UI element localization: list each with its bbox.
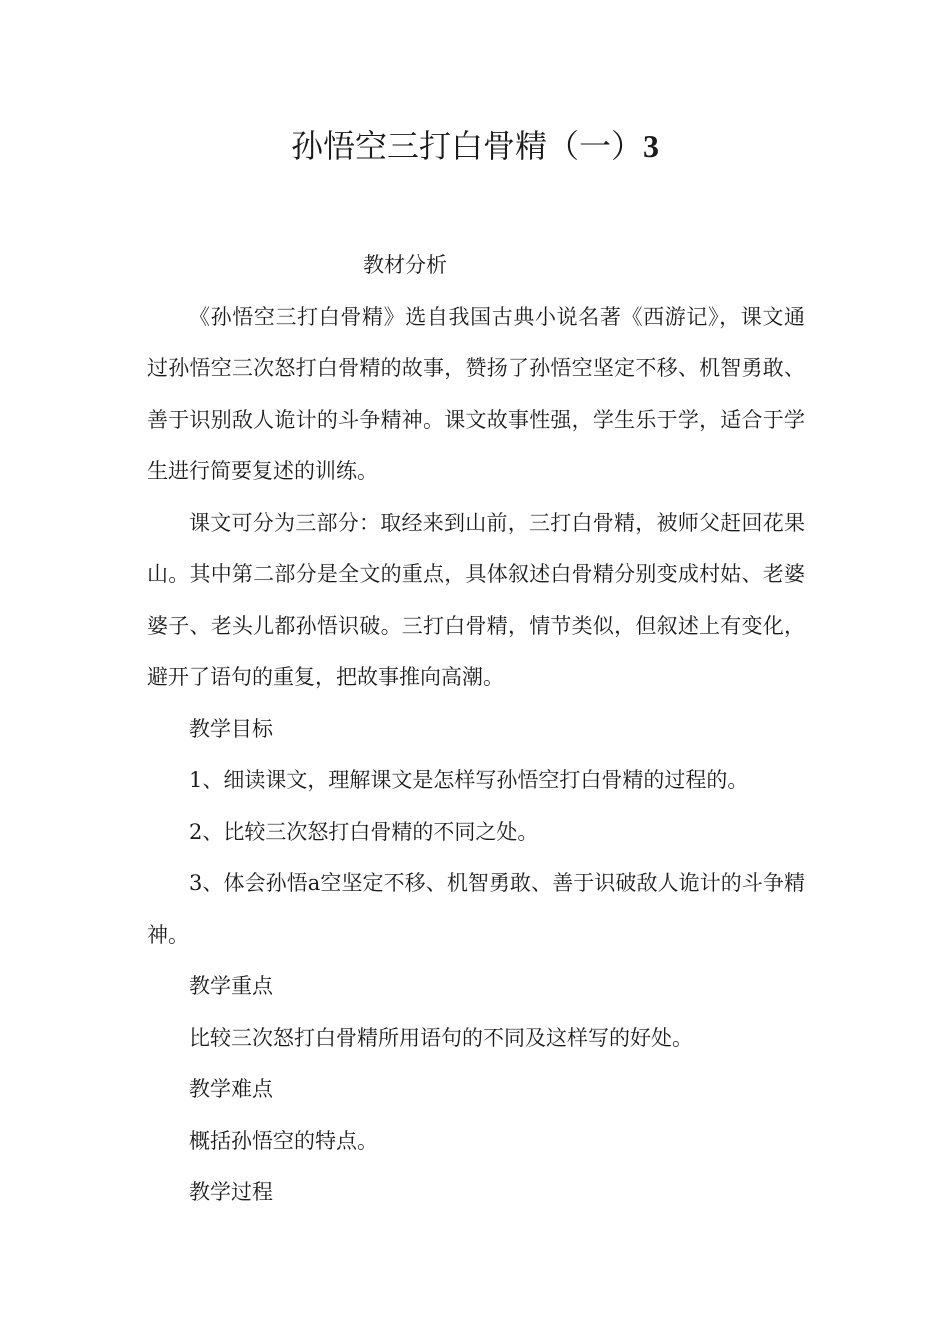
section-heading-materials-analysis: 教材分析 (363, 253, 447, 277)
section-heading-process: 教学过程 (189, 1180, 273, 1204)
goal-item-2: 2、比较三次怒打白骨精的不同之处。 (189, 819, 539, 844)
section-heading-goals: 教学目标 (189, 716, 273, 741)
goal-item-1: 1、细读课文，理解课文是怎样写孙悟空打白骨精的过程的。 (189, 768, 749, 792)
title-number: 3 (643, 128, 659, 164)
section-heading-key-points: 教学重点 (189, 974, 273, 998)
key-points-text: 比较三次怒打白骨精所用语句的不同及这样写的好处。 (189, 1025, 693, 1050)
document-title (0, 120, 950, 172)
section-heading-difficulties: 教学难点 (189, 1077, 273, 1101)
difficulties-text: 概括孙悟空的特点。 (189, 1128, 378, 1153)
title-text: 孙悟空三打白骨精（一） (290, 127, 643, 165)
paragraph-intro: 《孙悟空三打白骨精》选自我国古典小说名著《西游记》，课文通过孙悟空三次怒打白骨精的故事，赞扬了孙悟空坚定不移、机智勇敢、善于识别敌人诡计的斗争精神。课文故事性强，学生乐于学，适合于学生进行简要复述的训练。 (147, 304, 805, 483)
goal-item-3: 3、体会孙悟a空坚定不移、机智勇敢、善于识破敌人诡计的斗争精神。 (147, 871, 805, 947)
paragraph-structure: 课文可分为三部分：取经来到山前，三打白骨精，被师父赶回花果山。其中第二部分是全文的重点，具体叙述白骨精分别变成村姑、老婆婆子、老头儿都孙悟识破。三打白骨精，情节类似，但叙述上有变化，避开了语句的重复，把故事推向高潮。 (147, 510, 805, 689)
document-body (147, 240, 805, 1219)
